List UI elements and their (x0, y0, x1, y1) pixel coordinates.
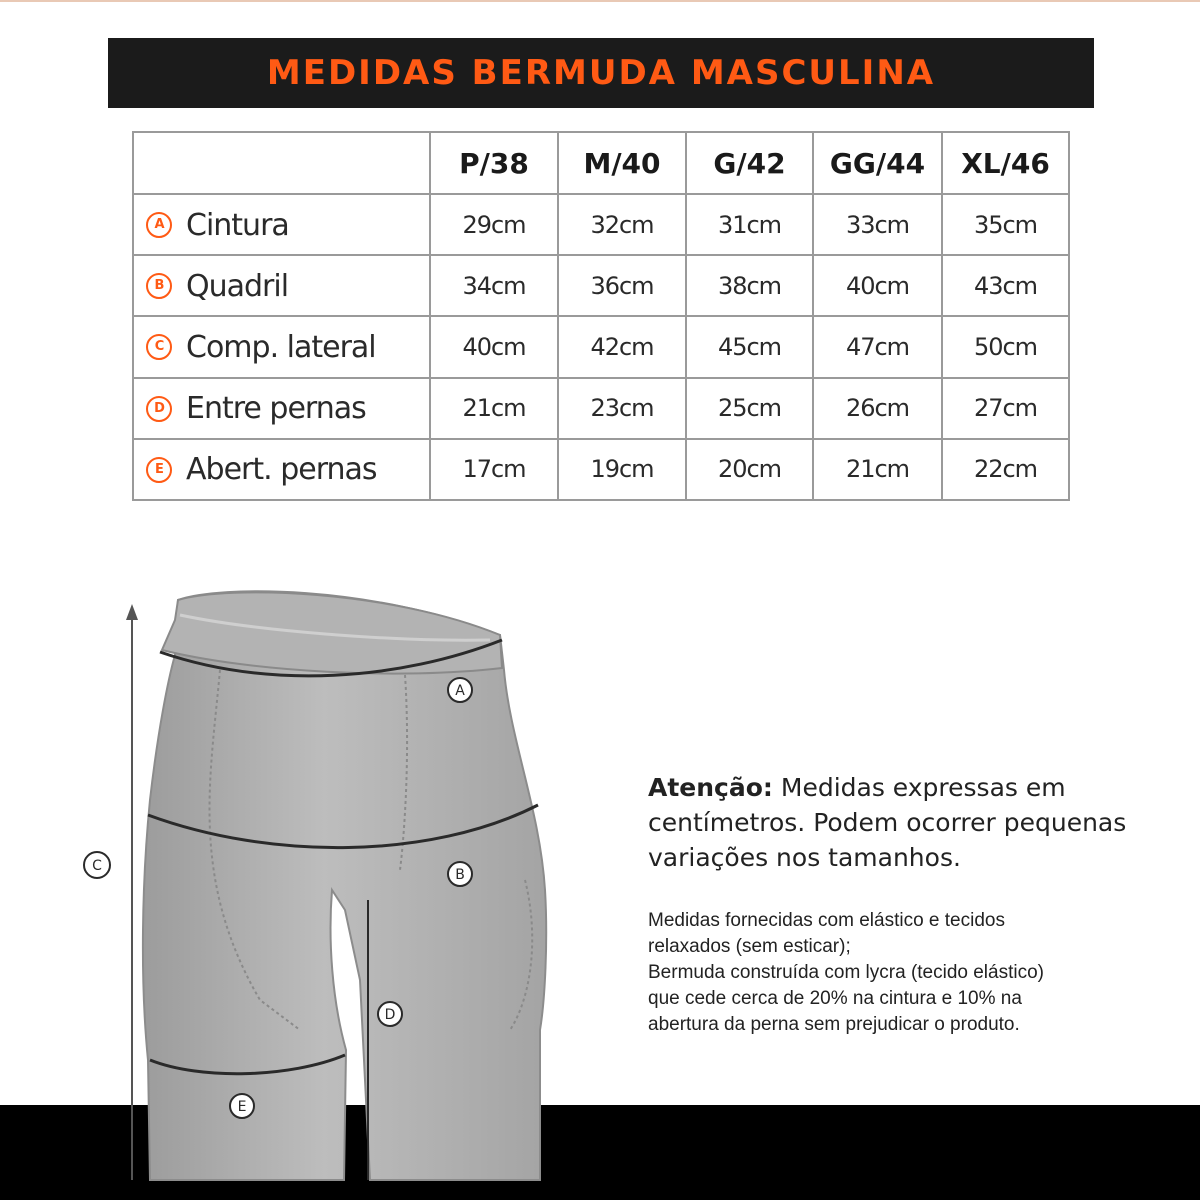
table-cell: 29cm (430, 194, 558, 255)
svg-text:C: C (92, 858, 102, 874)
note-line: Bermuda construída com lycra (tecido elástico) (648, 962, 1044, 983)
shorts-body (143, 591, 546, 1180)
attention-text: Medidas expressas em centímetros. Podem ocorrer pequenas variações nos tamanhos. (648, 773, 1127, 872)
notes-block (648, 908, 1168, 1038)
size-header: P/38 (430, 132, 558, 194)
svg-text:D: D (384, 1007, 396, 1023)
note-line: Medidas fornecidas com elástico e tecidos (648, 910, 1005, 931)
table-cell: 21cm (813, 439, 942, 500)
row-label-cell (133, 439, 430, 500)
table-row (133, 378, 1069, 439)
table-row (133, 255, 1069, 316)
row-label-cell (133, 378, 430, 439)
table-cell: 43cm (942, 255, 1069, 316)
row-label-cell (133, 316, 430, 377)
table-cell: 40cm (813, 255, 942, 316)
row-label: Quadril (186, 268, 289, 304)
table-cell: 36cm (558, 255, 686, 316)
marker-e-icon (230, 1094, 254, 1118)
attention-note (648, 770, 1168, 875)
table-cell: 20cm (686, 439, 813, 500)
shorts-illustration (70, 580, 590, 1200)
table-row (133, 316, 1069, 377)
table-header-row (133, 132, 1069, 194)
size-header: G/42 (686, 132, 813, 194)
table-cell: 31cm (686, 194, 813, 255)
table-header-empty (133, 132, 430, 194)
measure-marker-icon: A (146, 212, 172, 238)
row-label: Cintura (186, 207, 289, 243)
table-cell: 34cm (430, 255, 558, 316)
top-divider (0, 0, 1200, 2)
measure-marker-icon: B (146, 273, 172, 299)
row-label: Comp. lateral (186, 329, 376, 365)
table-cell: 26cm (813, 378, 942, 439)
row-label: Entre pernas (186, 391, 366, 427)
table-cell: 27cm (942, 378, 1069, 439)
table-cell: 19cm (558, 439, 686, 500)
marker-a-icon (448, 678, 472, 702)
measure-marker-icon: E (146, 457, 172, 483)
table-cell: 33cm (813, 194, 942, 255)
table-cell: 45cm (686, 316, 813, 377)
table-cell: 42cm (558, 316, 686, 377)
row-label: Abert. pernas (186, 452, 377, 488)
note-line: que cede cerca de 20% na cintura e 10% na (648, 988, 1022, 1009)
measure-marker-icon: C (146, 334, 172, 360)
table-row (133, 439, 1069, 500)
table-cell: 22cm (942, 439, 1069, 500)
marker-b-icon (448, 862, 472, 886)
table-cell: 21cm (430, 378, 558, 439)
table-cell: 25cm (686, 378, 813, 439)
table-cell: 17cm (430, 439, 558, 500)
size-header: XL/46 (942, 132, 1069, 194)
table-cell: 32cm (558, 194, 686, 255)
page-title: MEDIDAS BERMUDA MASCULINA (266, 53, 936, 93)
table-cell: 50cm (942, 316, 1069, 377)
svg-text:E: E (237, 1099, 247, 1115)
size-chart-table (132, 131, 1070, 501)
note-line: abertura da perna sem prejudicar o produto. (648, 1014, 1020, 1035)
note-line: relaxados (sem esticar); (648, 936, 851, 957)
row-label-cell (133, 255, 430, 316)
row-label-cell (133, 194, 430, 255)
table-cell: 40cm (430, 316, 558, 377)
table-cell: 23cm (558, 378, 686, 439)
table-cell: 38cm (686, 255, 813, 316)
svg-text:B: B (455, 867, 465, 883)
size-header: GG/44 (813, 132, 942, 194)
title-banner (108, 38, 1094, 108)
svg-text:A: A (455, 683, 465, 699)
marker-d-icon (378, 1002, 402, 1026)
table-cell: 35cm (942, 194, 1069, 255)
size-header: M/40 (558, 132, 686, 194)
table-row (133, 194, 1069, 255)
table-cell: 47cm (813, 316, 942, 377)
measure-marker-icon: D (146, 396, 172, 422)
marker-c-icon (84, 852, 110, 878)
attention-label: Atenção: (648, 773, 773, 802)
